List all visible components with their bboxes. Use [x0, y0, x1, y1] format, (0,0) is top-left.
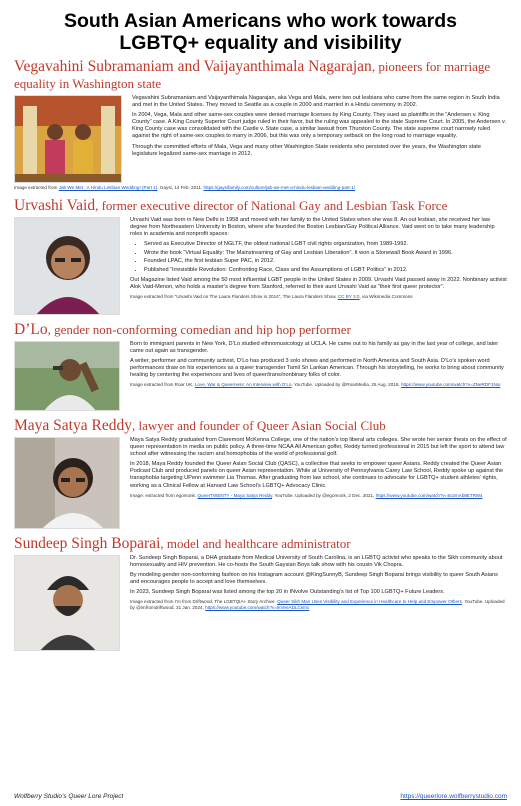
section-heading [14, 197, 507, 214]
page-footer [14, 793, 507, 800]
citation-link[interactable]: QueerTWENTY - Maya Satya Reddy [197, 492, 273, 498]
sundeep-boparai-photo-image [15, 556, 120, 651]
section-dlo [14, 321, 507, 411]
dlo-photo-image [15, 342, 120, 411]
paragraph: In 2004, Vega, Mala and other same-sex couples were denied marriage licenses by King County. They sued as plaintiffs in the “Andersen v. King County” case. A King County Superior Court judge ruled in their favor, but the ruling was appealed to the state Supreme Court. In 2005, the Andersen v. King County case was consolidated with the Castle v. State case, a similar lawsuit from Thurston County. The state supreme court narrowly ruled against the right of same-sex couples to marry in 2006, but this was only a temporary setback on the long road to marriage equality. [132, 112, 506, 140]
wedding-photo-image [15, 96, 122, 183]
heading-role: , former executive director of National Gay and Lesbian Task Force [95, 198, 448, 213]
section-urvashi-vaid [14, 197, 507, 315]
paragraph: Dr. Sundeep Singh Boparai, a DHA graduate from Medical University of South Carolina, is an LGBTQ activist who speaks to the Sikh community about homosexuality and HIV prevention. He co-hosts the South Gaysian Boys talk show with his cousin Vik Chopra. [130, 555, 503, 569]
heading-name: Urvashi Vaid [14, 197, 96, 214]
heading-role: , lawyer and founder of Queer Asian Social Club [131, 418, 386, 433]
citation-text: Image extracted from [14, 185, 59, 190]
maya-reddy-photo [14, 437, 120, 529]
heading-name: Vegavahini Subramaniam and Vaijayanthimala Nagarajan [14, 58, 372, 75]
citation-url[interactable]: https://www.youtube.com/watch?v=ZNeRDF1Noi [400, 382, 501, 388]
heading-role: , pioneers for marriage equality in Washington state [14, 59, 491, 91]
section-body [130, 217, 507, 315]
section-heading [14, 58, 507, 92]
page-title-line-1: South Asian Americans who work towards [64, 10, 457, 32]
citation-url[interactable]: https://www.youtube.com/watch?v=IkVeeADLCsmc [205, 605, 310, 611]
urvashi-vaid-photo-image [15, 218, 120, 315]
heading-role: , gender non-conforming comedian and hip hop performer [47, 322, 351, 337]
wedding-photo [14, 95, 122, 183]
list-item: • Served as Executive Director of NGLTF, the oldest national LGBT civil rights organization, from 1989-1992. [144, 241, 507, 248]
paragraph: A writer, performer and community activist, D’Lo has produced 3 solo shows and performed in North America and South Asia. D’Lo’s spoken word performances draw on his experiences as a queer transgender Tamil Sri Lankan American. Through his storytelling, he works to bring about community healing by centering the experiences and lives of queer/trans/nonbinary folks of color. [130, 358, 504, 379]
heading-name: Maya Satya Reddy [14, 417, 132, 434]
paragraph: In 2018, Maya Reddy founded the Queer Asian Social Club (QASC), a collective that seeks to empower queer Asians. Reddy created the Queer Asian Podcast Club and produced panels on queer Asian representation. While at University of Pennsylvania Carey Law School, Reddy spoke up against the transphobia targeting UPenn swimmer Lia Thomas. After graduating from law school, she continues to advocate for LGBTQ+ student athletes’ rights, working as a Clinical Fellow at Harvard Law School’s LGBTQ+ Advocacy Clinic. [130, 461, 504, 489]
paragraph: Through the committed efforts of Mala, Vega and many other Washington State residents who persisted over the years, the Washington state legislature legalized same-sex marriage in 2012. [132, 143, 481, 157]
paragraph: Vegavahini Subramaniam and Vaijayanthimala Nagarajan, aka Vega and Mala, were two out lesbians who came from the same region in South India and met in the United States. They moved to Seattle as a couple in 2000 and married in a Hindu ceremony in 2002. [132, 95, 500, 109]
citation-text: . Gaysi, 14 Feb. 2011, [157, 185, 204, 190]
citation-link[interactable]: CC BY 3.0 [337, 294, 360, 300]
sundeep-boparai-photo [14, 555, 120, 651]
citation-url[interactable]: https://www.youtube.com/watch?v=5ozmAb8ETRM4 [375, 492, 483, 498]
section-vega-mala [14, 58, 507, 191]
citation-text: Image extracted from “Urvashi Vaid on The Laura Flanders Show in 2014”, The Laura Flanders Show, [130, 294, 338, 300]
list-item: • Founded LPAC, the first lesbian Super PAC, in 2012. [144, 258, 507, 265]
citation-link[interactable]: Jab We Met : A Hindu Lesbian Wedding! (Part 1) [58, 185, 158, 190]
image-citation [14, 185, 507, 191]
citation-text: Image extracted from I’m from Driftwood, The LGBTQIA+ Story Archive. [130, 599, 278, 605]
citation-link[interactable]: Love, War & Queerness: An Interview with D’Lo [194, 382, 292, 388]
section-sundeep-boparai [14, 535, 507, 651]
footer-project-name: Wolfberry Studio’s Queer Lore Project [14, 793, 124, 800]
image-citation [130, 493, 507, 499]
section-body [130, 437, 507, 529]
heading-name: Sundeep Singh Boparai [14, 535, 161, 552]
citation-text: . YouTube. Uploaded by @imfromdriftwood, 31 Jan. 2024, [130, 599, 505, 611]
image-citation [130, 294, 507, 300]
paragraph: Urvashi Vaid was born in New Delhi in 1958 and moved with her family to the United States when she was 8. An out lesbian, she received her law degree from Northeastern University in Boston, where she founded the Boston Lesbian/Gay Political Alliance. Vaid went on to take many leadership roles in academia and nonprofit spaces: [130, 217, 495, 238]
image-citation [130, 599, 507, 611]
section-heading [14, 417, 507, 434]
image-citation [130, 382, 507, 388]
list-item: • Published “Irresistible Revolution: Confronting Race, Class and the Assumptions of LGBT Politics” in 2012. [144, 267, 507, 274]
maya-reddy-photo-image [15, 438, 120, 529]
section-body [132, 95, 507, 183]
page-title [14, 10, 507, 54]
citation-url[interactable]: https://gaysifamily.com/culture/jab-we-met-a-hindu-lesbian-wedding-part-1/ [203, 185, 356, 190]
citation-link[interactable]: Queer Sikh Man Uses Visibility and Experience in Healthcare to Help and Empower Others [277, 599, 462, 605]
citation-text: . YouTube. Uploaded by @egomonk, 2 Dec. 2021, [272, 492, 376, 498]
section-heading [14, 535, 507, 552]
page-title-line-2: LGBTQ+ equality and visibility [119, 32, 402, 54]
heading-role: , model and healthcare administrator [160, 536, 351, 551]
dlo-photo [14, 341, 120, 411]
accomplishments-list [144, 241, 507, 274]
citation-text: Image extracted from Roar UK. [130, 382, 195, 388]
section-body [130, 341, 507, 411]
footer-url-link[interactable]: https://queerlore.wolfberrystudio.com [400, 793, 507, 800]
heading-name: D’Lo [14, 321, 48, 338]
paragraph: Maya Satya Reddy graduated from Claremont McKenna College, one of the nation’s top liberal arts colleges. She wrote her senior thesis on the effect of queer representation in media on public policy. A three-time NCAA All American golfer, Reddy turned professional in 2015 but left the sport to attend law school after witnessing the racism and homophobia of the world of professional golf. [130, 437, 507, 458]
section-heading [14, 321, 507, 338]
urvashi-vaid-photo [14, 217, 120, 315]
paragraph: Born to immigrant parents in New York, D’Lo studied ethnomusicology at UCLA. He came out to his family as gay in the last year of college, and later came out again as transgender. [130, 341, 499, 355]
paragraph: By modeling gender non-conforming fashion on his Instagram account @KingSunnyB, Sundeep Singh Boparai brings visibility to queer South Asians and encourages people to accept and love themselves. [130, 572, 498, 586]
citation-text: , via Wikimedia Commons [359, 294, 413, 300]
paragraph: In 2023, Sundeep Singh Boparai was listed among the top 20 in INvolve Outstanding’s list of Top 100 LGBTQ+ Future Leaders. [130, 589, 445, 596]
section-body [130, 555, 507, 651]
citation-text: Image: extracted from egomonk. [130, 492, 198, 498]
section-maya-reddy [14, 417, 507, 529]
citation-text: . YouTube. Uploaded by @RoarMedia, 25 Aug. 2018, [291, 382, 401, 388]
paragraph: Out Magazine listed Vaid among the 50 most influential LGBT people in the United States in 2009. Urvashi Vaid passed away in 2022. Nonbinary activist Alok Vaid-Menon, who holds a master’s degree from Stanford, referred to their aunt Urvashi Vaid as “their first queer protector”. [130, 277, 507, 291]
list-item: • Wrote the book “Virtual Equality: The Mainstreaming of Gay and Lesbian Liberation”. It won a Stonewall Book Award in 1996. [144, 250, 507, 257]
